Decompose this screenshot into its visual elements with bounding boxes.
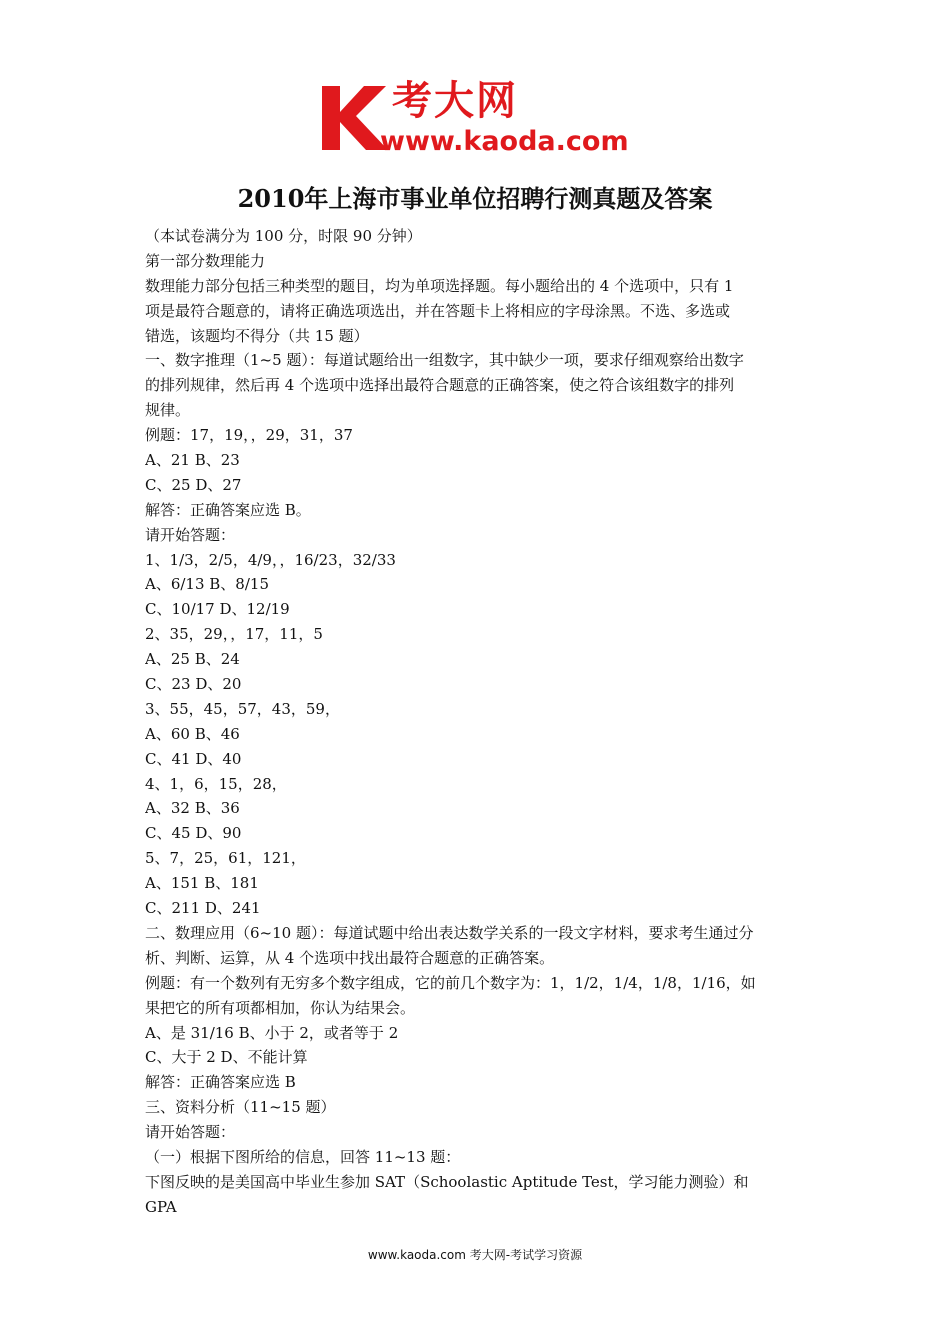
text-line: 项是最符合题意的，请将正确选项选出，并在答题卡上将相应的字母涂黑。不选、多选或 [145,301,731,320]
text-line: A、32 B、36 [145,799,240,818]
text-line: 规律。 [145,401,191,420]
document-body [145,224,811,1220]
text-line: A、是 31/16 B、小于 2，或者等于 2 [145,1023,399,1042]
text-line: 5、7，25，61，121， [145,849,306,868]
logo-url: www.kaoda.com [380,126,629,157]
text-line: 4、1，6，15，28， [145,774,287,793]
text-line: C、23 D、20 [145,675,242,694]
text-line: 数理能力部分包括三种类型的题目，均为单项选择题。每小题给出的 4 个选项中，只有 1 [145,276,734,295]
text-line: 3、55，45，57，43，59， [145,699,340,718]
text-line: 三、资料分析（11~15 题） [145,1098,336,1117]
text-line: 下图反映的是美国高中毕业生参加 SAT（Schoolastic Aptitude Test，学习能力测验）和 [145,1172,749,1191]
text-line: A、6/13 B、8/15 [145,575,269,594]
text-line: 解答：正确答案应选 B。 [145,500,311,519]
text-line: GPA [145,1197,177,1216]
text-line: 一、数字推理（1~5 题）：每道试题给出一组数字，其中缺少一项，要求仔细观察给出数字 [145,351,744,370]
text-line: （一）根据下图所给的信息，回答 11~13 题： [145,1147,461,1166]
kaoda-logo [318,78,648,158]
text-line: 二、数理应用（6~10 题）：每道试题中给出表达数学关系的一段文字材料，要求考生通过分 [145,923,754,942]
text-line: C、45 D、90 [145,824,242,843]
text-line: A、21 B、23 [145,451,240,470]
text-line: C、25 D、27 [145,475,242,494]
text-line: 2、35，29，，17，11，5 [145,625,323,644]
text-line: C、大于 2 D、不能计算 [145,1048,308,1067]
text-line: 析、判断、运算，从 4 个选项中找出最符合题意的正确答案。 [145,948,555,967]
page-footer: www.kaoda.com 考大网-考试学习资源 [367,1248,583,1262]
document-title: 2010年上海市事业单位招聘行测真题及答案 [237,184,713,213]
text-line: C、41 D、40 [145,749,242,768]
text-line: 请开始答题： [145,1123,236,1142]
text-line: 例题：有一个数列有无穷多个数字组成，它的前几个数字为：1，1/2，1/4，1/8，1/16，如 [145,973,756,992]
text-line: 果把它的所有项都相加，你认为结果会。 [145,998,416,1017]
logo-chinese-name: 考大网 [392,78,518,124]
text-line: 请开始答题： [145,525,236,544]
text-line: A、151 B、181 [145,874,259,893]
text-line: C、10/17 D、12/19 [145,600,290,619]
text-line: 1、1/3，2/5，4/9，，16/23，32/33 [145,550,396,569]
text-line: 错选，该题均不得分（共 15 题） [145,326,369,345]
text-line: A、25 B、24 [145,650,240,669]
text-line: 解答：正确答案应选 B [145,1073,296,1092]
text-line: C、211 D、241 [145,899,261,918]
text-line: A、60 B、46 [145,724,240,743]
text-line: 例题：17，19，，29，31，37 [145,426,353,445]
text-line: 的排列规律，然后再 4 个选项中选择出最符合题意的正确答案，使之符合该组数字的排列 [145,376,735,395]
text-line: 第一部分数理能力 [145,251,266,270]
text-line: （本试卷满分为 100 分，时限 90 分钟） [145,227,422,245]
